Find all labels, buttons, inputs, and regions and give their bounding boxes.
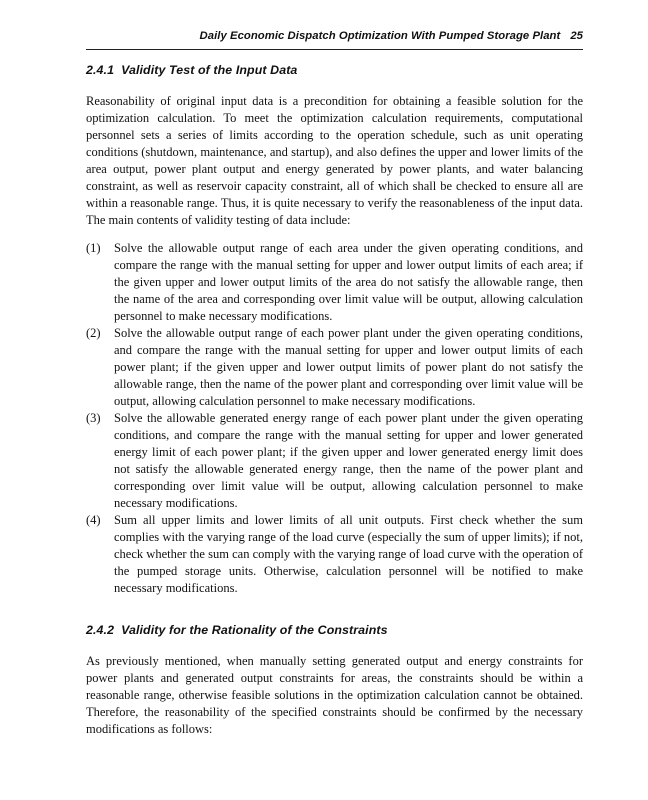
running-title: Daily Economic Dispatch Optimization With Pumped Storage Plant (199, 30, 561, 42)
section-2-4-2-paragraph: As previously mentioned, when manually setting generated output and energy constraints for power plants and generated output constraints for areas, the constraints should be within a reasonable range, otherwise feasible solutions in the optimization calculation cannot be obtained. Therefore, the reasonability of the specified constraints should be confirmed by the necessary modifications as follows: (86, 654, 583, 736)
list-item-text: Solve the allowable output range of each area under the given operating conditions, and compare the range with the manual setting for upper and lower output limits of each area; if the given upper and lower output limits of the area do not satisfy the allowable range, then the name of the area and corresponding over limit value will be output, allowing calculation personnel to make necessary modifications. (114, 241, 583, 323)
list-item (86, 512, 583, 597)
page-number: 25 (570, 30, 583, 42)
list-item-text: Solve the allowable generated energy range of each power plant under the given operating conditions, and compare the range with the manual setting for upper and lower generated energy limit of each power plant; if the given upper and lower generated energy limit does not satisfy the allowable generated energy range, then the name of the power plant and corresponding over limit value will be output, allowing calculation personnel to make necessary modifications. (114, 411, 583, 510)
list-item (86, 325, 583, 410)
section-number: 2.4.2 (86, 623, 115, 637)
section-title: Validity Test of the Input Data (121, 63, 298, 77)
list-item-text: Solve the allowable output range of each power plant under the given operating conditions, and compare the range with the manual setting for upper and lower output limits of each power plant; if the given upper and lower output limits of power plant do not satisfy the allowable range, then the name of the power plant and corresponding over limit value will be output, allowing calculation personnel to make necessary modifications. (114, 326, 583, 408)
list-item (86, 410, 583, 512)
validity-test-list (86, 240, 583, 597)
section-2-4-1-paragraph: Reasonability of original input data is a precondition for obtaining a feasible solution for the optimization calculation. To meet the optimization calculation requirements, computational personnel sets a series of limits according to the operation schedule, such as unit operating conditions (shutdown, maintenance, and startup), and also defines the upper and lower limits of the area output, power plant output and energy generated by power plants, and water balancing constraint, as well as reservoir capacity constraint, all of which shall be checked to ensure all are within a reasonable range. Thus, it is quite necessary to verify the reasonableness of the input data. The main contents of validity testing of data include: (86, 94, 583, 227)
header-rule (86, 49, 583, 50)
section-heading-2-4-2 (86, 622, 583, 638)
section-number: 2.4.1 (86, 63, 115, 77)
list-item (86, 240, 583, 325)
list-marker: (3) (86, 411, 101, 425)
section-heading-2-4-1 (86, 62, 583, 78)
list-item-text: Sum all upper limits and lower limits of all unit outputs. First check whether the sum complies with the varying range of the load curve (especially the sum of upper limits); if not, check whether the sum can comply with the varying range of load curve with the operation of the pumped storage units. Otherwise, calculation personnel will be notified to make necessary modifications. (114, 513, 583, 595)
list-marker: (2) (86, 326, 101, 340)
list-marker: (4) (86, 513, 101, 527)
page (86, 28, 583, 738)
section-title: Validity for the Rationality of the Constraints (121, 623, 388, 637)
running-header (86, 28, 583, 45)
list-marker: (1) (86, 241, 101, 255)
